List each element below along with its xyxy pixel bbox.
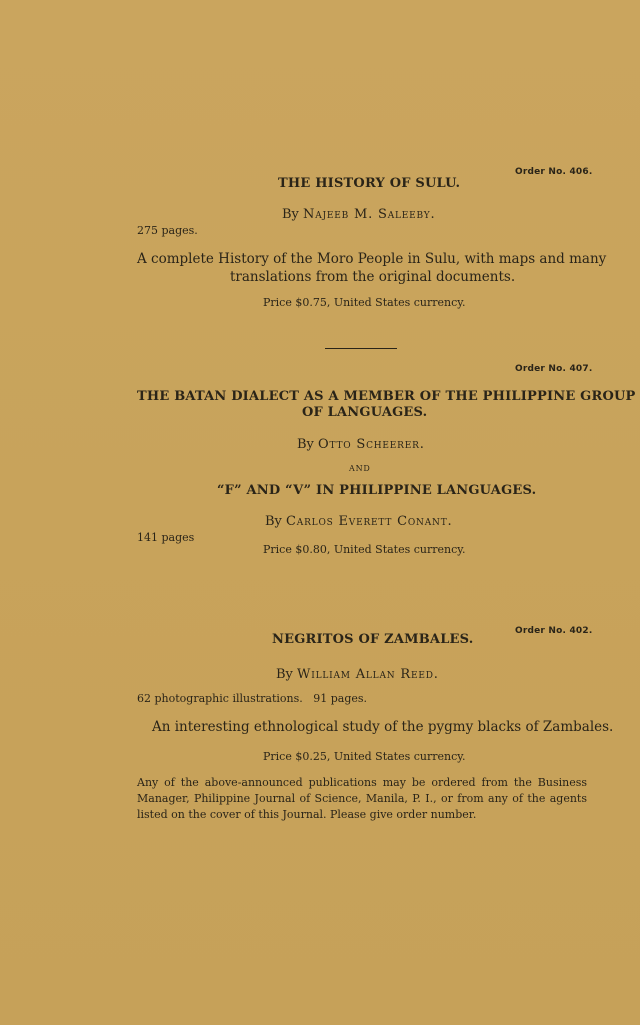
page-count-141: 141 pages [137,531,195,544]
byline-saleeby [282,207,435,222]
book-title-negritos: NEGRITOS OF ZAMBALES. [272,632,474,647]
author-conant: Carlos Everett Conant. [286,514,453,529]
by-label: By [297,437,314,452]
book-title-f-and-v: “F” AND “V” IN PHILIPPINE LANGUAGES. [217,483,537,498]
byline-scheerer [297,437,425,452]
order-number-407: Order No. 407. [515,364,593,374]
illustrations-and-pages: 62 photographic illustrations. 91 pages. [137,692,368,705]
by-label: By [265,514,282,529]
author-scheerer: Otto Scheerer. [318,437,425,452]
author-reed: William Allan Reed. [297,667,439,682]
byline-conant [265,514,452,529]
byline-reed [276,667,439,682]
description-line-2: translations from the original documents. [230,269,516,285]
order-number-402: Order No. 402. [515,626,593,636]
book-title-batan-dialect-line-2: OF LANGUAGES. [302,405,428,420]
description-line-1: A complete History of the Moro People in Sulu, with maps and many [137,251,607,267]
book-title-batan-dialect-line-1: THE BATAN DIALECT AS A MEMBER OF THE PHILIPPINE GROUP [137,389,636,404]
price-sulu: Price $0.75, United States currency. [263,296,466,309]
price-batan: Price $0.80, United States currency. [263,543,466,556]
by-label: By [282,207,299,222]
book-title-history-of-sulu: THE HISTORY OF SULU. [278,176,461,191]
by-label: By [276,667,293,682]
description-negritos: An interesting ethnological study of the pygmy blacks of Zambales. [152,719,614,735]
order-number-406: Order No. 406. [515,167,593,177]
and-connector: and [349,461,371,474]
section-divider [325,348,397,349]
ordering-note: Any of the above-announced publications may be ordered from the Business Manager, Philippine Journal of Science, Manila, P. I., or from any of the agents listed on the cover of this Journal. Please give order number. [137,776,587,821]
page-count-275: 275 pages. [137,224,198,237]
price-negritos: Price $0.25, United States currency. [263,750,466,763]
author-saleeby: Najeeb M. Saleeby. [303,207,436,222]
